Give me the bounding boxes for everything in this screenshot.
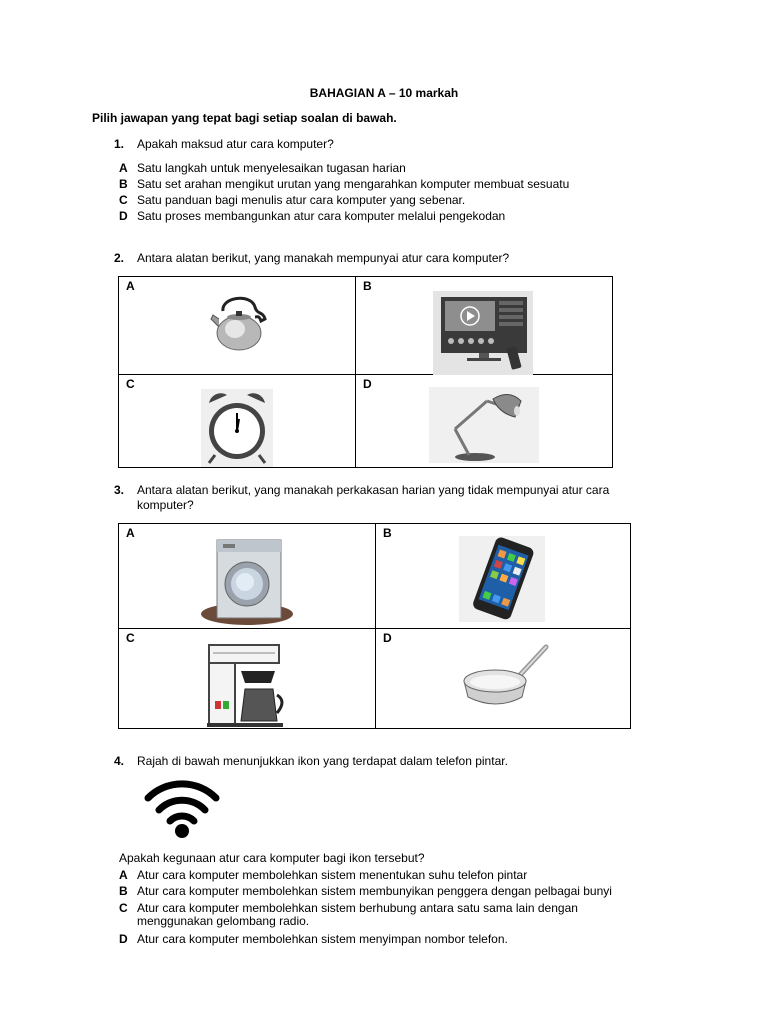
option-letter: C (119, 901, 128, 915)
frying-pan-icon (460, 641, 550, 711)
option-letter: D (363, 377, 372, 391)
q2-option-b[interactable] (356, 277, 612, 374)
q2-option-d[interactable] (356, 375, 612, 467)
option-letter: B (383, 526, 392, 540)
smart-tv-icon (433, 291, 533, 375)
question-3-text-line2: komputer? (137, 498, 194, 512)
q1-option-c[interactable] (119, 192, 465, 208)
option-text: Satu langkah untuk menyelesaikan tugasan harian (137, 161, 406, 175)
smartphone-icon (459, 536, 545, 622)
q4-option-d[interactable] (119, 931, 508, 947)
question-1-text: Apakah maksud atur cara komputer? (137, 137, 334, 151)
q4-option-c-continued: menggunakan gelombang radio. (137, 914, 310, 928)
instruction-text: Pilih jawapan yang tepat bagi setiap soalan di bawah. (92, 111, 397, 125)
q3-option-a[interactable] (119, 524, 375, 628)
question-2-text: Antara alatan berikut, yang manakah mempunyai atur cara komputer? (137, 251, 510, 265)
washing-machine-icon (199, 536, 295, 626)
q3-options-grid (118, 523, 631, 729)
option-letter: A (126, 526, 135, 540)
coffee-maker-icon (205, 641, 291, 727)
question-2-number: 2. (114, 251, 125, 265)
question-4-text: Rajah di bawah menunjukkan ikon yang terdapat dalam telefon pintar. (137, 754, 508, 768)
option-text: Satu proses membangunkan atur cara komputer melalui pengekodan (137, 209, 506, 223)
question-4-number: 4. (114, 754, 125, 768)
q1-option-b[interactable] (119, 176, 569, 192)
option-text: Satu set arahan mengikut urutan yang mengarahkan komputer membuat sesuatu (137, 177, 570, 191)
q3-option-b[interactable] (376, 524, 630, 628)
option-text: Atur cara komputer membolehkan sistem membunyikan penggera dengan pelbagai bunyi (137, 884, 612, 898)
q4-option-b[interactable] (119, 883, 612, 899)
option-letter: B (363, 279, 372, 293)
option-text: Satu panduan bagi menulis atur cara komputer yang sebenar. (137, 193, 466, 207)
option-letter: C (126, 377, 135, 391)
option-text: Atur cara komputer membolehkan sistem menyimpan nombor telefon. (137, 932, 508, 946)
option-letter: B (119, 884, 128, 898)
q3-option-d[interactable] (376, 629, 630, 728)
q4-option-a[interactable] (119, 867, 527, 883)
wifi-icon (144, 776, 220, 840)
question-4-prompt: Apakah kegunaan atur cara komputer bagi ikon tersebut? (119, 851, 425, 865)
alarm-clock-icon (201, 389, 273, 467)
q3-option-c[interactable] (119, 629, 375, 728)
desk-lamp-icon (429, 387, 539, 463)
option-letter: A (119, 161, 128, 175)
question-3-text-line1: Antara alatan berikut, yang manakah perkakasan harian yang tidak mempunyai atur cara (137, 483, 610, 497)
q2-option-c[interactable] (119, 375, 355, 467)
question-1-number: 1. (114, 137, 125, 151)
section-title: BAHAGIAN A – 10 markah (309, 86, 459, 100)
option-letter: D (383, 631, 392, 645)
q1-option-d[interactable] (119, 208, 505, 224)
question-3-number: 3. (114, 483, 125, 497)
kettle-icon (205, 289, 271, 351)
option-letter: B (119, 177, 128, 191)
option-letter: D (119, 932, 128, 946)
q1-option-a[interactable] (119, 160, 406, 176)
option-letter: D (119, 209, 128, 223)
q2-option-a[interactable] (119, 277, 355, 374)
option-letter: A (126, 279, 135, 293)
option-letter: A (119, 868, 128, 882)
option-letter: C (126, 631, 135, 645)
option-text: Atur cara komputer membolehkan sistem berhubung antara satu sama lain dengan (137, 901, 578, 915)
q2-options-grid (118, 276, 613, 468)
option-letter: C (119, 193, 128, 207)
option-text: Atur cara komputer membolehkan sistem menentukan suhu telefon pintar (137, 868, 528, 882)
